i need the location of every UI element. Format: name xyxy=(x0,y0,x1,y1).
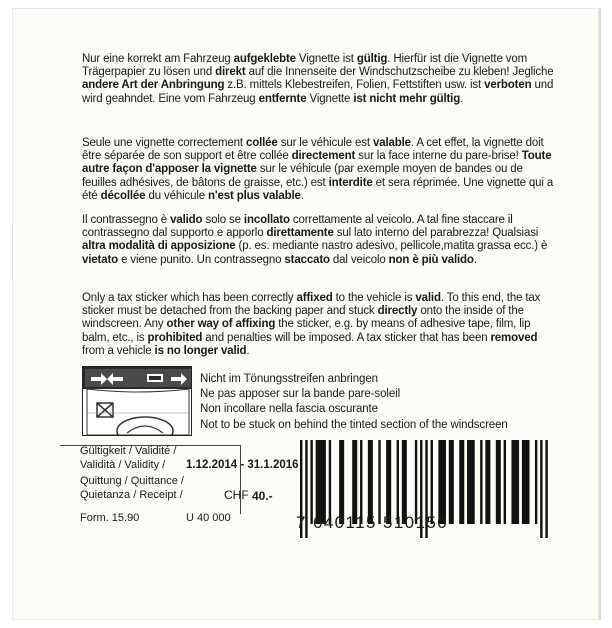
receipt-label-1: Quittung / Quittance / xyxy=(80,475,184,487)
emphasis-text: is no longer valid xyxy=(154,344,247,357)
text-run: e viene punito. Un contrassegno xyxy=(118,253,285,266)
emphasis-text: ist nicht mehr gültig xyxy=(353,92,461,105)
barcode-bar xyxy=(397,440,399,524)
emphasis-text: Toute autre façon d'apposer la vignette xyxy=(82,150,552,176)
emphasis-text: valido xyxy=(170,214,203,226)
barcode-bar xyxy=(485,440,490,524)
text-run: . xyxy=(460,92,464,105)
text-run: onto the inside of the windscreen. Any xyxy=(82,305,524,331)
text-run: and penalties will be imposed. A tax sticker that has been xyxy=(202,331,491,344)
emphasis-text: direkt xyxy=(215,66,246,79)
barcode-bar xyxy=(431,440,433,524)
card-edge xyxy=(598,8,601,620)
barcode-bar xyxy=(459,440,464,524)
validity-period: 1.12.2014 - 31.1.2016 xyxy=(186,459,299,471)
barcode-bar xyxy=(496,440,501,524)
emphasis-text: prohibited xyxy=(147,331,203,344)
text-run: Seule une vignette correctement xyxy=(82,137,246,149)
emphasis-text: collée xyxy=(245,137,278,149)
emphasis-text: staccato xyxy=(284,253,330,266)
text-run: . To this end, the tax sticker must be detached from the backing paper and stuck xyxy=(82,292,541,318)
form-number: Form. 15.90 xyxy=(80,512,140,524)
emphasis-text: other way of affixing xyxy=(166,318,276,331)
barcode-bar xyxy=(316,440,326,524)
emphasis-text: valid xyxy=(415,292,441,304)
barcode-bar xyxy=(449,440,454,524)
emphasis-text: verboten xyxy=(484,79,532,92)
barcode-bar xyxy=(360,440,362,524)
emphasis-text: aufgeklebte xyxy=(233,53,296,65)
emphasis-text: incollato xyxy=(243,214,290,226)
paragraph-german xyxy=(82,53,560,106)
text-run: z.B. mittels Klebestreifen, Folien, Fettstiften usw. ist xyxy=(224,79,485,92)
card-notch xyxy=(0,224,13,274)
barcode-bar xyxy=(540,440,542,538)
paragraph-french xyxy=(82,137,560,203)
barcode-bar xyxy=(504,440,506,524)
text-run: und wird geahndet. Eine vom Fahrzeug xyxy=(82,79,554,105)
text-run: dal veicolo xyxy=(329,253,389,266)
tint-note-de: Nicht im Tönungsstreifen anbringen xyxy=(200,373,378,385)
u-code: U 40 000 xyxy=(186,512,231,524)
windscreen-icon xyxy=(83,367,192,436)
paragraph-english xyxy=(82,292,560,358)
text-run: from a vehicle xyxy=(82,344,155,357)
text-run: to the vehicle is xyxy=(332,292,416,304)
text-run: solo se xyxy=(202,214,244,226)
text-run: Only a tax sticker which has been correctly xyxy=(82,292,297,304)
barcode-bar xyxy=(415,440,417,524)
emphasis-text: directement xyxy=(291,150,356,163)
paragraph-italian xyxy=(82,214,560,267)
emphasis-text: andere Art der Anbringung xyxy=(82,79,225,92)
emphasis-text: vietato xyxy=(82,253,119,266)
text-run: (p. es. mediante nastro adesivo, pellicole,matita grassa ecc.) è xyxy=(235,240,548,253)
tint-note-en: Not to be stuck on behind the tinted section of the windscreen xyxy=(200,418,508,431)
emphasis-text: valable xyxy=(372,137,411,149)
text-run: Il contrassegno è xyxy=(82,214,171,226)
emphasis-text: removed xyxy=(490,331,538,344)
currency-label: CHF xyxy=(224,488,249,502)
text-run: correttamente al veicolo. A tal fine staccare il contrassegno dal supporto e apporlo xyxy=(82,214,513,240)
text-run: Vignette ist xyxy=(295,53,357,65)
text-run: . Hierfür ist die Vignette vom Trägerpapier zu lösen und xyxy=(82,53,528,79)
text-run: et sera réprimée. Une vignette qui a été xyxy=(82,176,554,202)
amount-value: 40.- xyxy=(252,489,273,503)
text-run: . xyxy=(246,344,250,357)
tint-notes xyxy=(200,372,560,433)
emphasis-text: gültig xyxy=(356,53,388,65)
barcode-bar xyxy=(511,440,519,524)
text-run: sul lato interno del parabrezza! Qualsiasi xyxy=(333,227,539,240)
text-run: auf die Innenseite der Windschutzscheibe zu kleben! Jegliche xyxy=(245,66,554,79)
barcode-bar xyxy=(522,440,530,524)
emphasis-text: directly xyxy=(377,305,418,318)
text-run: . A cet effet, la vignette doit être séparée de son support et être collée xyxy=(82,137,544,163)
text-run: sur le véhicule est xyxy=(277,137,373,149)
barcode-bar xyxy=(368,440,373,524)
emphasis-text: décollée xyxy=(100,189,146,202)
text-run: Vignette xyxy=(306,92,354,105)
text-run: Nur eine korrekt am Fahrzeug xyxy=(82,53,234,65)
windscreen-pictogram xyxy=(82,366,192,436)
tint-note-it: Non incollare nella fascia oscurante xyxy=(200,403,378,416)
validity-label-1: Gültigkeit / Validité / xyxy=(80,445,177,457)
barcode-bar xyxy=(480,440,482,524)
text-run: sur la face interne du pare-brise! xyxy=(355,150,522,163)
barcode-bar xyxy=(535,440,537,524)
emphasis-text: non è più valido xyxy=(388,253,474,266)
emphasis-text: entfernte xyxy=(258,92,307,105)
emphasis-text: affixed xyxy=(296,292,333,304)
barcode-bar xyxy=(329,440,331,524)
tint-note-fr: Ne pas apposer sur la bande pare-soleil xyxy=(200,388,401,401)
emphasis-text: interdite xyxy=(328,176,373,189)
text-run: the sticker, e.g. by means of adhesive tape, film, lip balm, etc., is xyxy=(82,318,531,344)
barcode-bar xyxy=(402,440,407,524)
barcode-bar xyxy=(438,440,446,524)
barcode-bar xyxy=(545,440,547,538)
barcode-digits: 7 640115 510150 xyxy=(296,513,449,532)
barcode-bar xyxy=(467,440,475,524)
emphasis-text: direttamente xyxy=(266,227,334,240)
validity-label-2: Validità / Validity / xyxy=(80,459,166,471)
text-run: . xyxy=(300,189,304,202)
receipt-label-2: Quietanza / Receipt / xyxy=(80,489,183,501)
barcode-bar xyxy=(352,440,357,524)
text-run: du véhicule xyxy=(145,189,209,202)
text-run: . xyxy=(473,253,477,266)
barcode-bar xyxy=(310,440,312,524)
barcode-bar xyxy=(386,440,391,524)
text-run: sur le véhicule (par exemple moyen de bandes ou de feuilles adhésives, de bâtons de graisse, etc.) est xyxy=(82,163,523,189)
emphasis-text: n'est plus valable xyxy=(208,189,301,202)
barcode-bar xyxy=(378,440,380,524)
barcode-bar xyxy=(339,440,344,524)
emphasis-text: altra modalità di apposizione xyxy=(82,240,236,253)
